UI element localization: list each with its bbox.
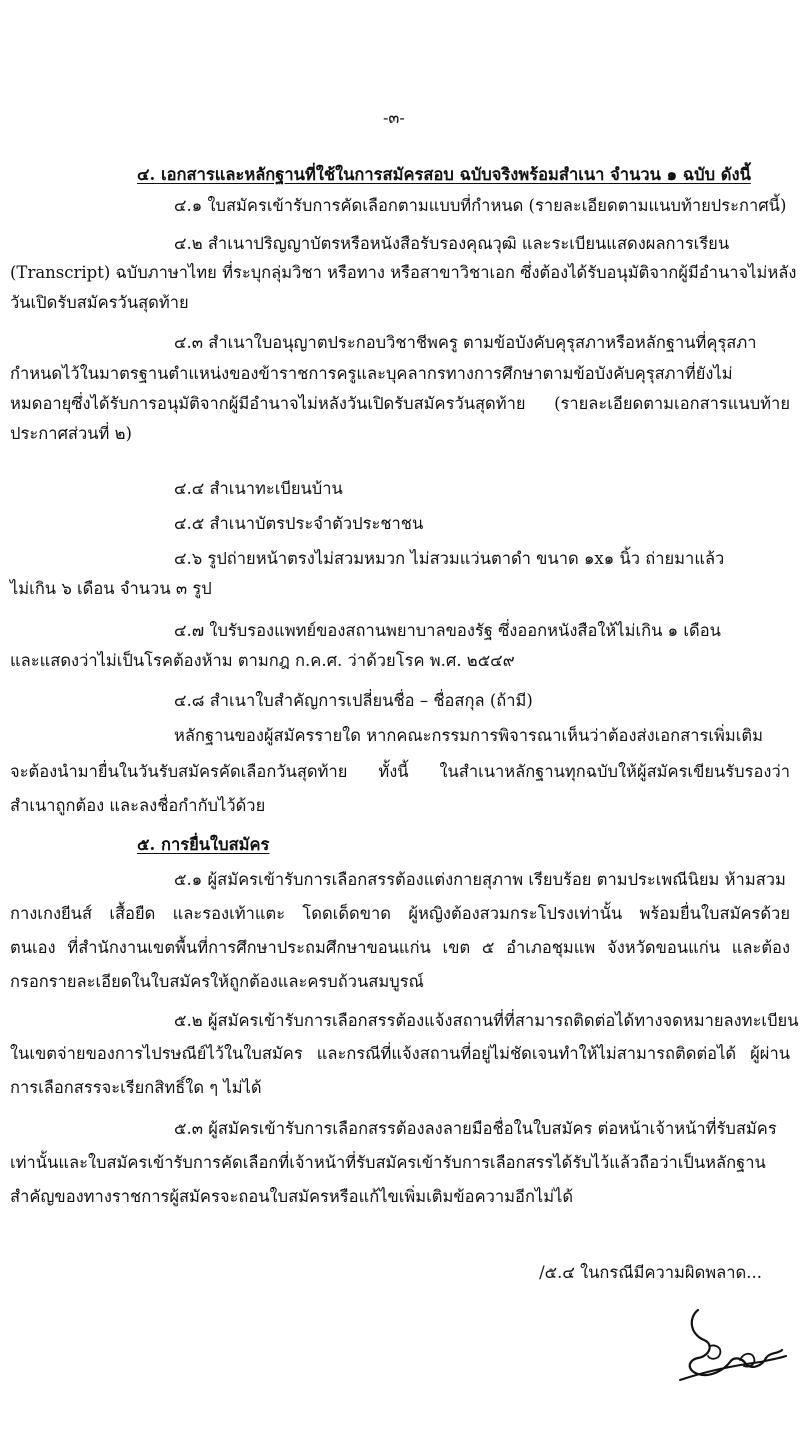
continued-reference: /๕.๔ ในกรณีมีความผิดพลาด... [539,1263,762,1282]
item-5-2-line-2: ในเขตจ่ายของการไปรษณีย์ไว้ในใบสมัคร และกรณีที่แจ้งสถานที่อยู่ไม่ชัดเจนทำให้ไม่สามารถติดต่อได้ ผู้ผ่าน [10,1044,790,1063]
item-4-8: ๔.๘ สำเนาใบสำคัญการเปลี่ยนชื่อ – ชื่อสกุล (ถ้ามี) [174,691,533,710]
item-4-7-line-1: ๔.๗ ใบรับรองแพทย์ของสถานพยาบาลของรัฐ ซึ่งออกหนังสือให้ไม่เกิน ๑ เดือน [174,621,721,640]
item-4-1: ๔.๑ ใบสมัครเข้ารับการคัดเลือกตามแบบที่กำหนด (รายละเอียดตามแนบท้ายประกาศนี้) [174,196,787,215]
signature-image [670,1300,790,1390]
item-5-1-line-2: กางเกงยีนส์ เสื้อยืด และรองเท้าแตะ โดดเด็ดขาด ผู้หญิงต้องสวมกระโปรงเท่านั้น พร้อมยื่นใบสมัครด้วย [10,904,790,923]
item-5-3-line-1: ๕.๓ ผู้สมัครเข้ารับการเลือกสรรต้องลงลายมือชื่อในใบสมัคร ต่อหน้าเจ้าหน้าที่รับสมัคร [174,1119,777,1138]
item-5-1-line-4: กรอกรายละเอียดในใบสมัครให้ถูกต้องและครบถ้วนสมบูรณ์ [10,972,424,991]
item-5-3-line-3: สำคัญของทางราชการผู้สมัครจะถอนใบสมัครหรือแก้ไขเพิ่มเติมข้อความอีกไม่ได้ [10,1187,574,1206]
item-4-5: ๔.๕ สำเนาบัตรประจำตัวประชาชน [174,514,424,533]
note-line-2: จะต้องนำมายื่นในวันรับสมัครคัดเลือกวันสุดท้าย ทั้งนี้ ในสำเนาหลักฐานทุกฉบับให้ผู้สมัครเขียนรับรองว่า [10,762,790,781]
item-5-1-line-3: ตนเอง ที่สำนักงานเขตพื้นที่การศึกษาประถมศึกษาขอนแก่น เขต ๕ อำเภอชุมแพ จังหวัดขอนแก่น และต้อง [10,938,790,957]
item-4-6-line-2: ไม่เกิน ๖ เดือน จำนวน ๓ รูป [10,579,212,598]
item-4-3-line-4: ประกาศส่วนที่ ๒) [10,424,132,443]
section-5-heading: ๕. การยื่นใบสมัคร [137,835,270,854]
item-5-1-line-1: ๕.๑ ผู้สมัครเข้ารับการเลือกสรรต้องแต่งกายสุภาพ เรียบร้อย ตามประเพณีนิยม ห้ามสวม [174,870,786,889]
note-line-1: หลักฐานของผู้สมัครรายใด หากคณะกรรมการพิจารณาเห็นว่าต้องส่งเอกสารเพิ่มเติม [174,726,763,745]
item-5-2-line-3: การเลือกสรรจะเรียกสิทธิ์ใด ๆ ไม่ได้ [10,1078,262,1097]
page-number: -๓- [383,108,405,127]
item-4-3-line-3: หมดอายุซึ่งได้รับการอนุมัติจากผู้มีอำนาจไม่หลังวันเปิดรับสมัครวันสุดท้าย (รายละเอียดตามเอกสารแนบท้าย [10,394,790,413]
item-4-4: ๔.๔ สำเนาทะเบียนบ้าน [174,479,343,498]
item-4-3-line-1: ๔.๓ สำเนาใบอนุญาตประกอบวิชาชีพครู ตามข้อบังคับคุรุสภาหรือหลักฐานที่คุรุสภา [174,333,757,352]
item-4-3-line-2: กำหนดไว้ในมาตรฐานตำแหน่งของข้าราชการครูและบุคลากรทางการศึกษาตามข้อบังคับคุรุสภาที่ยังไม่ [10,364,733,383]
item-4-6-line-1: ๔.๖ รูปถ่ายหน้าตรงไม่สวมหมวก ไม่สวมแว่นตาดำ ขนาด ๑x๑ นิ้ว ถ่ายมาแล้ว [174,549,725,568]
section-4-heading: ๔. เอกสารและหลักฐานที่ใช้ในการสมัครสอบ ฉบับจริงพร้อมสำเนา จำนวน ๑ ฉบับ ดังนี้ [137,165,751,184]
item-5-2-line-1: ๕.๒ ผู้สมัครเข้ารับการเลือกสรรต้องแจ้งสถานที่ที่สามารถติดต่อได้ทางจดหมายลงทะเบียน [174,1011,799,1030]
item-4-2-line-2: (Transcript) ฉบับภาษาไทย ที่ระบุกลุ่มวิชา หรือทาง หรือสาขาวิชาเอก ซึ่งต้องได้รับอนุมัติจากผู้มีอำนาจไม่หลัง [10,263,797,282]
item-4-2-line-1: ๔.๒ สำเนาปริญญาบัตรหรือหนังสือรับรองคุณวุฒิ และระเบียนแสดงผลการเรียน [174,234,730,253]
item-4-2-line-3: วันเปิดรับสมัครวันสุดท้าย [10,293,189,312]
item-4-7-line-2: และแสดงว่าไม่เป็นโรคต้องห้าม ตามกฎ ก.ค.ศ. ว่าด้วยโรค พ.ศ. ๒๕๔๙ [10,651,515,670]
note-line-3: สำเนาถูกต้อง และลงชื่อกำกับไว้ด้วย [10,796,266,815]
item-5-3-line-2: เท่านั้นและใบสมัครเข้ารับการคัดเลือกที่เจ้าหน้าที่รับสมัครเข้ารับการเลือกสรรได้รับไว้แล้วถือว่าเป็นหลักฐาน [10,1153,766,1172]
